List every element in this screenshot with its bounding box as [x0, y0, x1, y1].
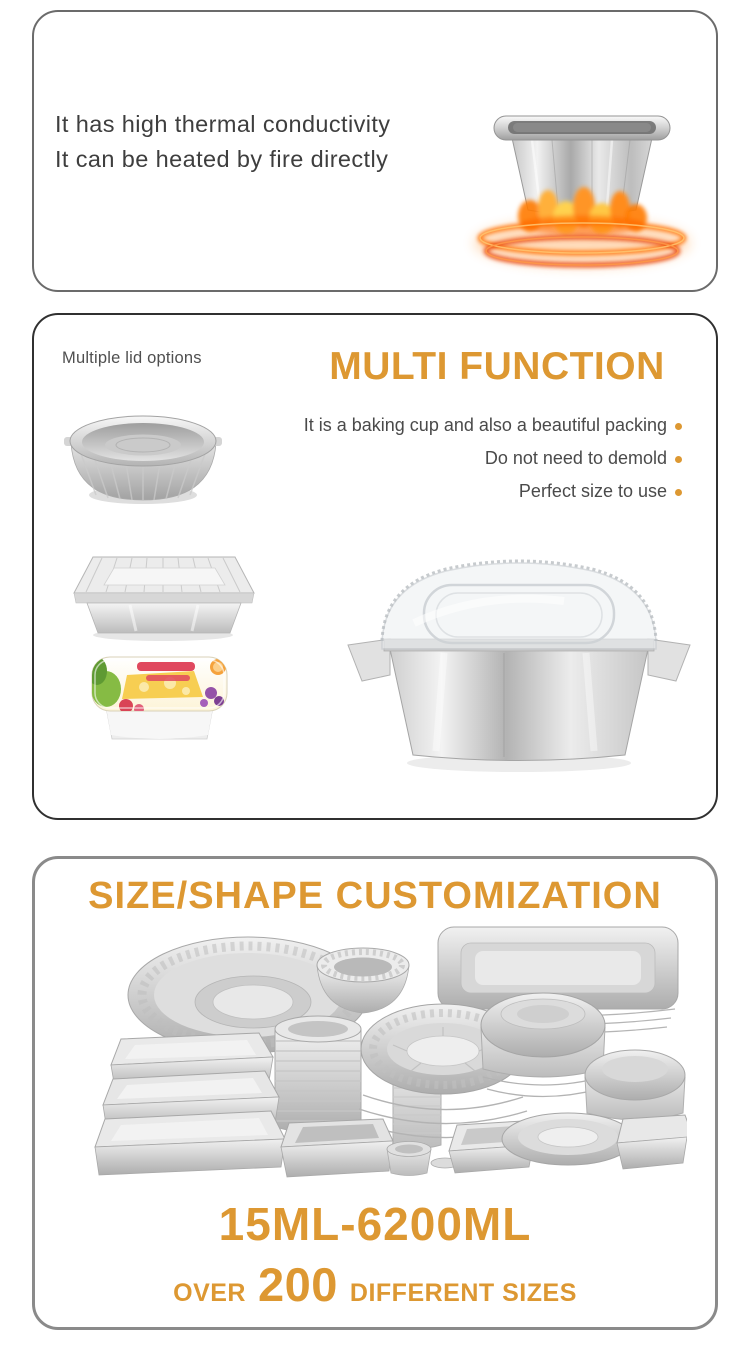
bullet-item	[304, 447, 682, 469]
sizes-count-line	[35, 1257, 715, 1312]
printed-lid-container-image	[82, 649, 237, 751]
bullet-text: Do not need to demold	[484, 448, 667, 468]
size-customization-card	[32, 856, 718, 1330]
bullet-text: Perfect size to use	[518, 481, 667, 501]
assorted-containers-image	[63, 917, 687, 1189]
thermal-text	[55, 107, 390, 177]
fire-heated-container-image	[452, 80, 712, 285]
round-foil-pan-image	[64, 403, 222, 511]
over-prefix: OVER	[173, 1279, 246, 1307]
thermal-line-1: It has high thermal conductivity	[55, 111, 391, 137]
bullet-dot	[675, 456, 682, 463]
feature-bullets	[304, 414, 682, 513]
bullet-dot	[675, 423, 682, 430]
bullet-dot	[675, 489, 682, 496]
thermal-line-2: It can be heated by fire directly	[55, 146, 389, 172]
bullet-item	[304, 414, 682, 436]
clear-lid-container-image	[324, 523, 716, 785]
thermal-card	[32, 10, 718, 292]
multi-function-card	[32, 313, 718, 820]
bullet-item	[304, 480, 682, 502]
rect-foil-container-with-lid-image	[60, 527, 268, 643]
capacity-range: 15ML-6200ML	[218, 1198, 532, 1250]
multi-function-title: MULTI FUNCTION	[329, 345, 665, 388]
lid-options-label: Multiple lid options	[62, 349, 202, 367]
over-suffix: DIFFERENT SIZES	[349, 1279, 577, 1307]
size-section-title: SIZE/SHAPE CUSTOMIZATION	[88, 875, 662, 917]
bullet-text: It is a baking cup and also a beautiful packing	[303, 415, 667, 435]
sizes-count: 200	[257, 1258, 338, 1311]
